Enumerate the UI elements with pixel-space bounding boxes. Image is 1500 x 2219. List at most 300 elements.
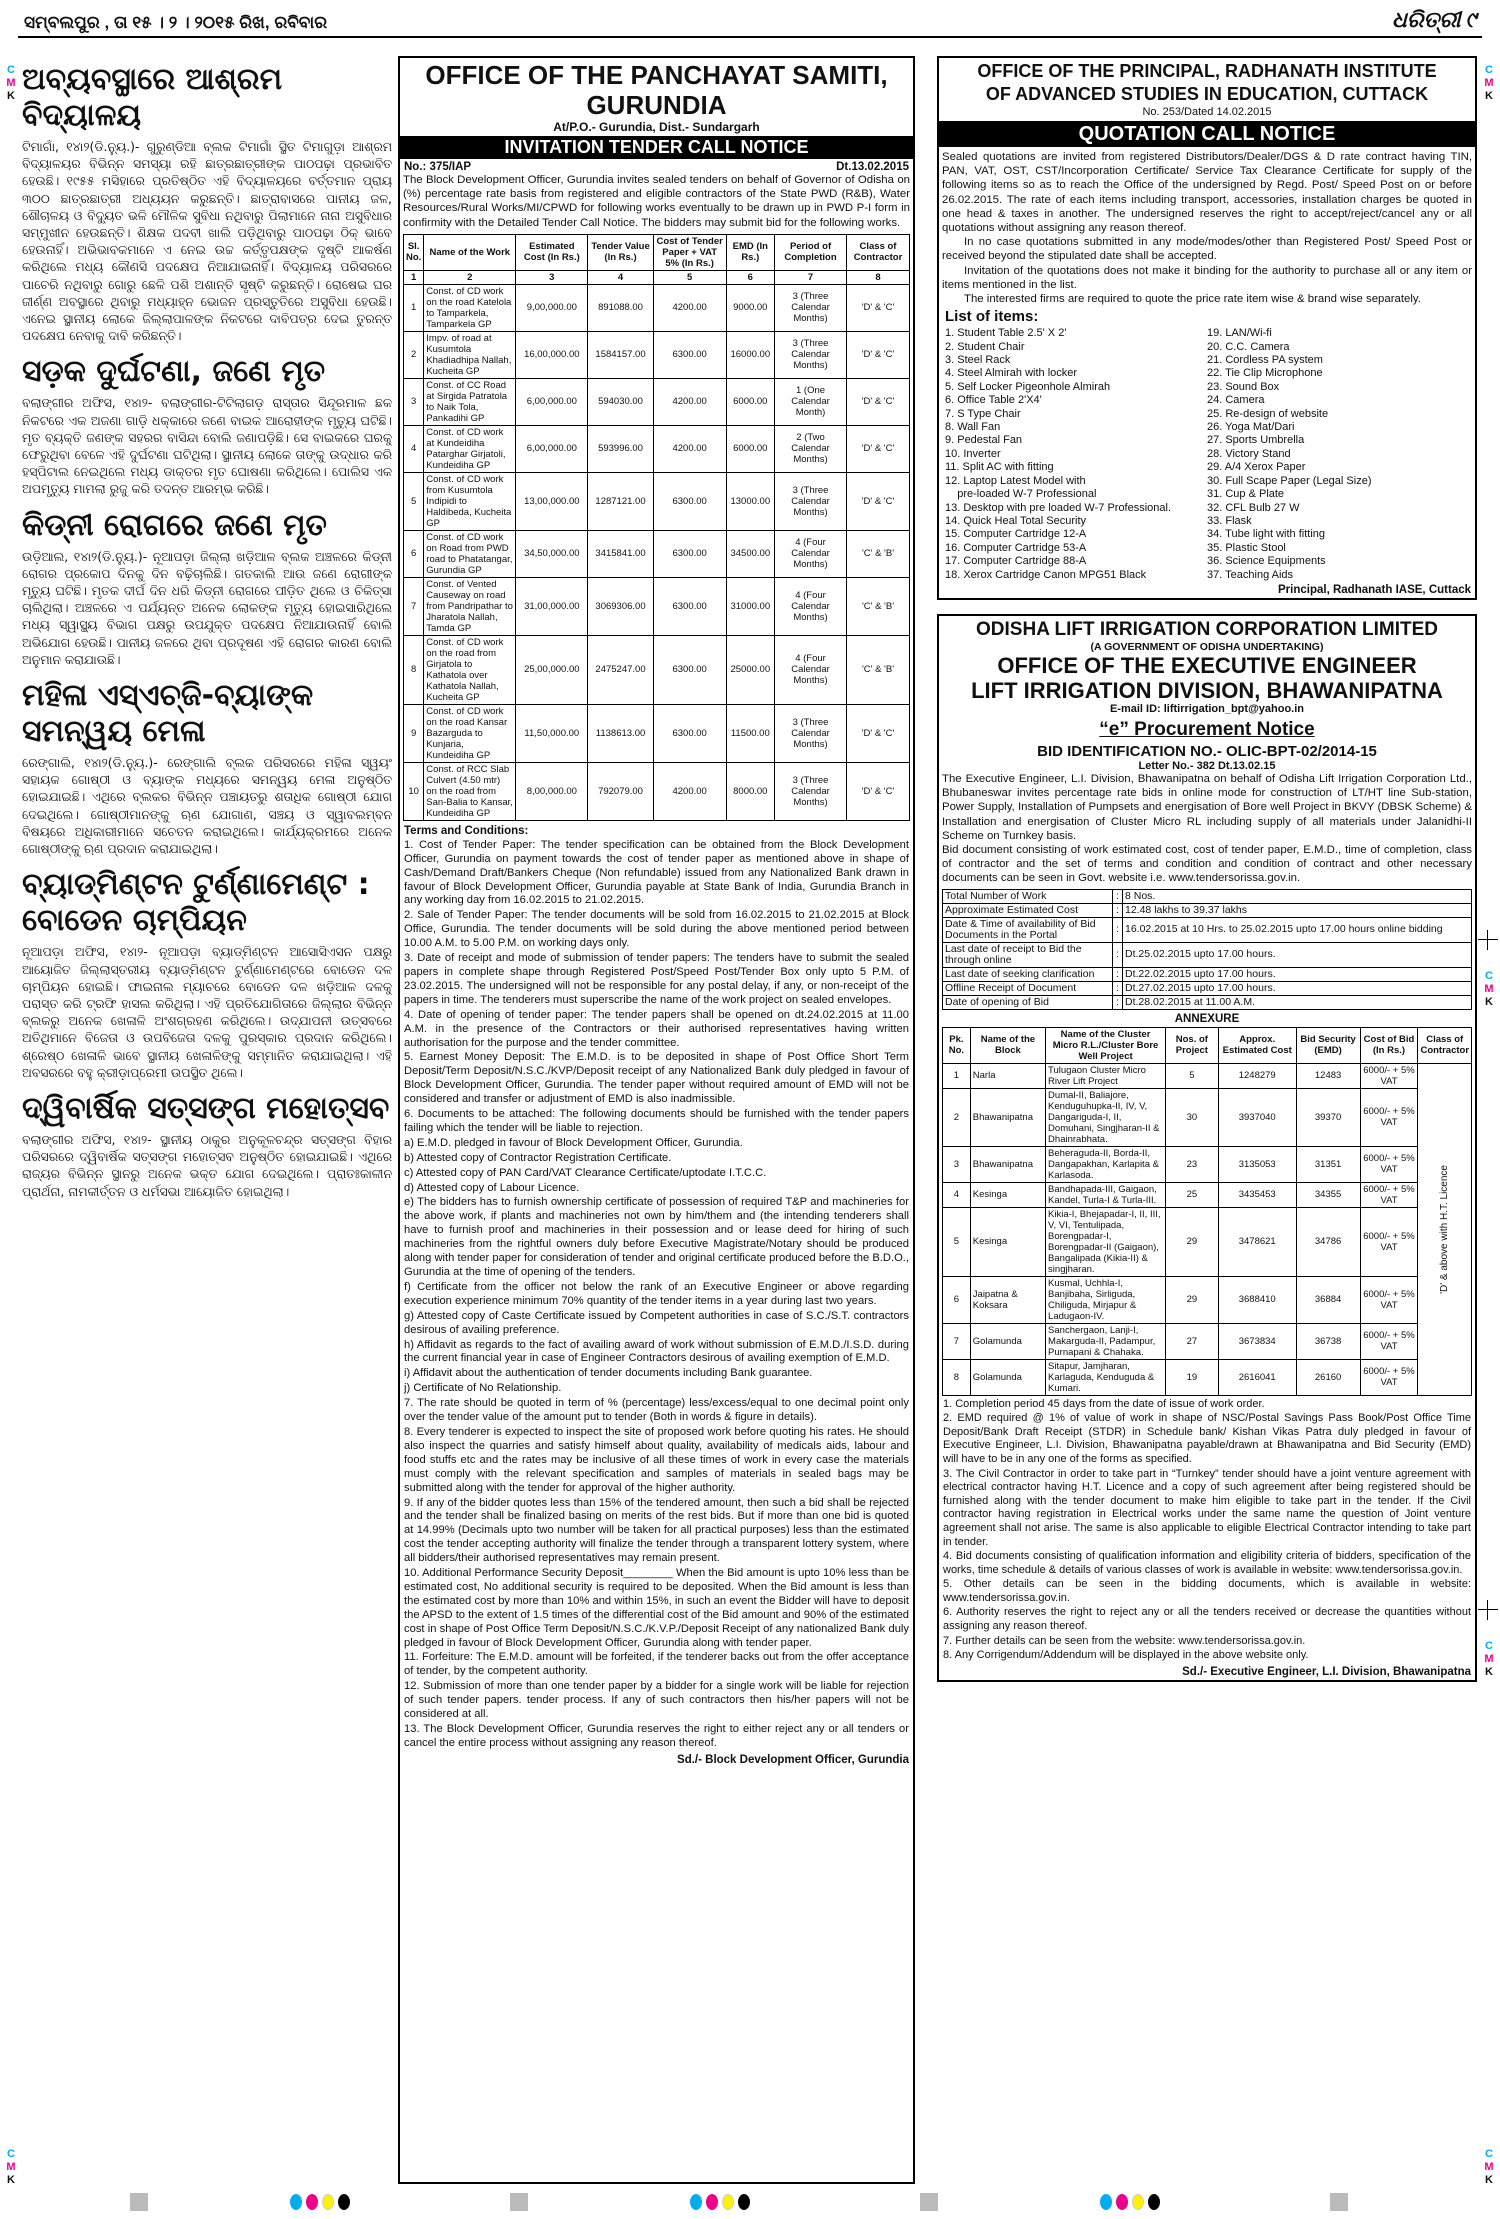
annexure-cell: 3 xyxy=(943,1146,971,1182)
quotation-title-bar: QUOTATION CALL NOTICE xyxy=(939,121,1475,147)
info-cell: Offline Receipt of Document xyxy=(943,981,1113,995)
note-item: 5. Other details can be seen in the bidding documents, which is available in website: www.tendersorissa.gov.in. xyxy=(943,1578,1471,1604)
table-cell: Const. of CD work on the road Katelola to Tamparkela, Tamparkela GP xyxy=(424,284,516,331)
table-row xyxy=(404,425,910,472)
info-row xyxy=(943,917,1472,942)
table-cell: Impv. of road at Kusumtola Khadiadhipa Nallah, Kucheita GP xyxy=(424,331,516,378)
table-cell: Const. of RCC Slab Culvert (4.50 mtr) on the road from San-Balia to Kansar, Kundeidiha GP xyxy=(424,762,516,820)
table-header: Name of the Work xyxy=(424,234,516,270)
annexure-header: Class of Contractor xyxy=(1418,1027,1472,1063)
news-article xyxy=(22,678,392,857)
annexure-cell: 36738 xyxy=(1296,1323,1360,1359)
annexure-cell: 5 xyxy=(943,1207,971,1276)
term-item: g) Attested copy of Caste Certificate issued by Competent authorities in case of S.C./S.T. contractors desirous of availing preference. xyxy=(404,1309,909,1336)
table-cell: 3 (Three Calendar Months) xyxy=(775,331,847,378)
table-cell: 3069306.00 xyxy=(588,577,653,635)
term-item: 8. Every tenderer is expected to inspect the site of proposed work before quoting his rates. He should also inspect the quarries and satisfy himself about quality, availability of medicals aids, labour and food stuffs etc and the rates may be inclusive of all these times of work in every case the materials must comply with the relevant specification and samples of materials in sealed bags may be submitted along with the tender for approval of the higher authority. xyxy=(404,1425,909,1494)
e-procurement-notice xyxy=(937,614,1477,1682)
table-cell: 593996.00 xyxy=(588,425,653,472)
class-vertical-text: 'D' & above with H.T. Licence xyxy=(1439,1164,1451,1294)
panchayat-address: At/P.O.- Gurundia, Dist.- Sundargarh xyxy=(553,120,760,134)
table-cell: 3 xyxy=(404,378,424,425)
item-entry: 14. Quick Heal Total Security xyxy=(945,514,1087,527)
note-item: 2. EMD required @ 1% of value of work in shape of NSC/Postal Savings Pass Book/Post Office Time Deposit/Bank Draft Receipt (STDR) in Schedule bank/ Kishan Vikas Patra duly pledged in favour of Executive Engineer, L.I. Division, Bhawanipatna payable/drawn at Bhawanipatna and Bid Security (EMD) will have to be in any one of the forms as specified. xyxy=(943,1412,1471,1465)
table-cell: 4 (Four Calendar Months) xyxy=(775,530,847,577)
table-row xyxy=(404,378,910,425)
crop-cross-icon xyxy=(1478,1600,1498,1620)
table-cell: 9,00,000.00 xyxy=(516,284,588,331)
annexure-cell: Kesinga xyxy=(970,1207,1045,1276)
annexure-cell: 3435453 xyxy=(1218,1182,1296,1207)
item-entry: 26. Yoga Mat/Dari xyxy=(1207,421,1295,434)
registration-mark-right-top: C M K xyxy=(1484,64,1494,102)
footer-black-dot xyxy=(1148,2194,1160,2210)
annexure-cell: Sanchergaon, Lanji-I, Makarguda-II, Padampur, Purnapani & Chahaka. xyxy=(1046,1323,1166,1359)
item-entry: 1. Student Table 2.5' X 2' xyxy=(945,327,1067,340)
info-cell: Total Number of Work xyxy=(943,889,1113,903)
annexure-cell: 29 xyxy=(1166,1276,1219,1323)
annexure-cell: 12483 xyxy=(1296,1063,1360,1088)
article-body: ଟିମାଗାଁ, ୧୪ା୨(ଡି.ନ୍ୟୁ.)- ଗୁରୁଣ୍ଡିଆ ବ୍ଲକ ଟିମାଗାଁ ସ୍ଥିତ ଟିମାଗୁଡ଼ା ଆଶ୍ରମ ବିଦ୍ୟାଳୟର ବିଭିନ୍ନ ସମସ୍ୟା ରହି ଛାତ୍ରଛାତ୍ରୀଙ୍କ ପାଠପଢ଼ା ପ୍ରଭାବିତ ହେଉଛି। ୧୯୫୫ ମସିହାରେ ପ୍ରତିଷ୍ଠିତ ଏହି ବିଦ୍ୟାଳୟରେ ବର୍ତ୍ତମାନ ପ୍ରାୟ ୩୦୦ ଛାତ୍ରଛାତ୍ରୀ ଅଧ୍ୟୟନ କରୁଛନ୍ତି। ଛାତ୍ରାବାସରେ ପାନୀୟ ଜଳ, ଶୌଚାଳୟ ଓ ବିଦ୍ୟୁତ ଭଳି ମୌଳିକ ସୁବିଧା ନଥିବାରୁ ପିଲାମାନେ ନାନା ଅସୁବିଧାର ସମ୍ମୁଖୀନ ହେଉଛନ୍ତି। ଶିକ୍ଷକ ପଦବୀ ଖାଲି ପଡ଼ିଥିବାରୁ ପାଠପଢ଼ା ଠିକ୍ ଭାବେ ହେଉନାହିଁ। ଅଭିଭାବକମାନେ ଏ ନେଇ ଉଚ୍ଚ କର୍ତ୍ତୃପକ୍ଷଙ୍କ ଦୃଷ୍ଟି ଆକର୍ଷଣ କରିଥିଲେ ମଧ୍ୟ କୌଣସି ପଦକ୍ଷେପ ନିଆଯାଇନାହିଁ। ବିଦ୍ୟାଳୟ ପରିସରରେ ପାଚେରି ନଥିବାରୁ ଗୋରୁ ଛେଳି ପଶି ଅଶାନ୍ତି ସୃଷ୍ଟି କରୁଛନ୍ତି। ରୋଷେଇ ଘର ଜୀର୍ଣ୍ଣ ଅବସ୍ଥାରେ ଥିବାରୁ ମଧ୍ୟାହ୍ନ ଭୋଜନ ପ୍ରସ୍ତୁତିରେ ଅସୁବିଧା ହେଉଛି। ଏନେଇ ସ୍ଥାନୀୟ ଲୋକେ ଜିଲ୍ଲାପାଳଙ୍କ ନିକଟରେ ଦାବିପତ୍ର ଦେଇ ତୁରନ୍ତ ପଦକ୍ଷେପ ନେବାକୁ ଦାବି କରିଛନ୍ତି। xyxy=(22,139,392,344)
executive-engineer-signature: Sd./- Executive Engineer, L.I. Division, Bhawanipatna xyxy=(1182,1665,1471,1678)
signature: Sd./- Block Development Officer, Gurundia xyxy=(677,1753,909,1766)
item-entry: 17. Computer Cartridge 88-A xyxy=(945,555,1087,568)
registration-mark-right-lower: C M K xyxy=(1484,1640,1494,1678)
annexure-row xyxy=(943,1146,1472,1182)
item-entry: 16. Computer Cartridge 53-A xyxy=(945,541,1087,554)
table-header: Period of Completion xyxy=(775,234,847,270)
table-cell: 4200.00 xyxy=(653,378,726,425)
annexure-cell: 27 xyxy=(1166,1323,1219,1359)
table-cell: 'D' & 'C' xyxy=(847,704,910,762)
table-cell: 6000.00 xyxy=(726,378,775,425)
table-cell: 1138613.00 xyxy=(588,704,653,762)
annexure-cell: 3135053 xyxy=(1218,1146,1296,1182)
article-headline: ଦ୍ୱିବାର୍ଷିକ ସତ୍‌ସଙ୍ଗ ମହୋତ୍ସବ xyxy=(22,1090,390,1126)
terms-list xyxy=(400,839,913,1751)
info-cell: Date of opening of Bid xyxy=(943,995,1113,1009)
term-item: 5. Earnest Money Deposit: The E.M.D. is to be deposited in shape of Post Office Short Term Deposit/Term Deposit/N.S.C./KVP/Deposit receipt of any Nationalized Bank duly pledged in favour of Block Development Officer, Gurundia. The tender paper without required amount of EMD will not be considered and transfer or adjustment of EMD is also inadmissible. xyxy=(404,1051,909,1106)
term-item: j) Certificate of No Relationship. xyxy=(404,1382,562,1395)
info-row xyxy=(943,942,1472,967)
principal-signature: Principal, Radhanath IASE, Cuttack xyxy=(1278,583,1471,596)
dateline: ସମ୍ବଲପୁର , ତା ୧୫ । ୨ । ୨୦୧୫ ରିଖ, ରବିବାର xyxy=(24,13,328,32)
office-line-1: OFFICE OF THE EXECUTIVE ENGINEER xyxy=(997,652,1417,678)
annexure-cell: Bhawanipatna xyxy=(970,1146,1045,1182)
item-entry: 7. S Type Chair xyxy=(945,407,1021,420)
annexure-cell: 6000/- + 5% VAT xyxy=(1360,1088,1418,1146)
table-cell: 3 (Three Calendar Months) xyxy=(775,472,847,530)
table-cell: 10 xyxy=(404,762,424,820)
registration-mark-right-bottom: C M K xyxy=(1484,2148,1494,2186)
annexure-cell: Jaipatna & Koksara xyxy=(970,1276,1045,1323)
table-cell: 'D' & 'C' xyxy=(847,425,910,472)
annexure-cell: 25 xyxy=(1166,1182,1219,1207)
annexure-row xyxy=(943,1359,1472,1395)
table-cell: 'C' & 'B' xyxy=(847,635,910,704)
table-header: Estimated Cost (In Rs.) xyxy=(516,234,588,270)
article-body: ଉଡ଼ିଆଲ, ୧୪ା୨(ଡି.ନ୍ୟୁ.)- ନୂଆପଡ଼ା ଜିଲ୍ଲା ଖଡ଼ିଆଳ ବ୍ଲକ ଅଞ୍ଚଳରେ କିଡ୍‌ନୀ ରୋଗର ପ୍ରକୋପ ଦିନକୁ ଦିନ ବଢ଼ିଚାଲିଛି। ଗତକାଲି ଆଉ ଜଣେ ରୋଗୀଙ୍କ ମୃତ୍ୟୁ ଘଟିଛି। ମୃତକ ଦୀର୍ଘ ଦିନ ଧରି କିଡ୍‌ନୀ ରୋଗରେ ପୀଡ଼ିତ ଥିଲେ ଓ ଚିକିତ୍ସା ଚାଲିଥିଲା। ଅଞ୍ଚଳରେ ଏ ପର୍ଯ୍ୟନ୍ତ ଅନେକ ଲୋକଙ୍କ ମୃତ୍ୟୁ ହୋଇସାରିଥିଲେ ମଧ୍ୟ ସ୍ୱାସ୍ଥ୍ୟ ବିଭାଗ ପକ୍ଷରୁ ଉପଯୁକ୍ତ ପଦକ୍ଷେପ ନିଆଯାଉନାହିଁ ବୋଲି ଅଭିଯୋଗ ହେଉଛି। ପାନୀୟ ଜଳରେ ଥିବା ପ୍ରଦୂଷଣ ଏହି ରୋଗର କାରଣ ବୋଲି ଅନୁମାନ କରାଯାଉଛି। xyxy=(22,548,392,667)
article-headline: କିଡ୍‌ନୀ ରୋଗରେ ଜଣେ ମୃତ xyxy=(22,507,327,543)
item-entry: 36. Science Equipments xyxy=(1207,555,1326,568)
annexure-header: Name of the Block xyxy=(970,1027,1045,1063)
footer-yellow-dot xyxy=(722,2194,734,2210)
article-body: ବଲାଙ୍ଗୀର ଅଫିସ, ୧୪ା୨- ସ୍ଥାନୀୟ ଠାକୁର ଅନୁକୂଳଚନ୍ଦ୍ର ସତ୍‌ସଙ୍ଗ ବିହାର ପରିସରରେ ଦ୍ୱିବାର୍ଷିକ ସତ୍‌ସଙ୍ଗ ମହୋତ୍ସବ ଅନୁଷ୍ଠିତ ହୋଇଯାଇଛି। ଏଥିରେ ରାଜ୍ୟର ବିଭିନ୍ନ ସ୍ଥାନରୁ ଅନେକ ଭକ୍ତ ଯୋଗ ଦେଇଥିଲେ। ପ୍ରାତଃକାଳୀନ ପ୍ରାର୍ଥନା, ନାମକୀର୍ତ୍ତନ ଓ ଧର୍ମସଭା ଆୟୋଜିତ ହୋଇଥିଲା। xyxy=(22,1131,392,1199)
annexure-cell: Bandhapada-III, Gaigaon, Kandel, Turla-I & Turla-III. xyxy=(1046,1182,1166,1207)
table-cell: Const. of CD work at Kundeidiha Patarghar Girjatoli, Kundeidiha GP xyxy=(424,425,516,472)
procurement-title: “e” Procurement Notice xyxy=(1099,718,1315,740)
works-table xyxy=(403,234,910,821)
info-cell: Dt.22.02.2015 upto 17.00 hours. xyxy=(1123,967,1472,981)
info-cell: : xyxy=(1113,942,1123,967)
item-entry: 15. Computer Cartridge 12-A xyxy=(945,528,1087,541)
item-entry: 2. Student Chair xyxy=(945,340,1025,353)
reference-number: No. 253/Dated 14.02.2015 xyxy=(1142,106,1272,118)
annexure-row xyxy=(943,1063,1472,1088)
info-cell: Dt.25.02.2015 upto 17.00 hours. xyxy=(1123,942,1472,967)
annexure-header: Approx. Estimated Cost xyxy=(1218,1027,1296,1063)
registration-mark-right-mid: C M K xyxy=(1484,970,1494,1008)
table-header: Tender Value (In Rs.) xyxy=(588,234,653,270)
news-article xyxy=(22,354,392,497)
term-item: h) Affidavit as regards to the fact of availing award of work without submission of E.M.D./I.S.D. during the current financial year in case of Engineer Contractors desirous of availing exemption of E.M.D. xyxy=(404,1338,909,1365)
term-item: 4. Date of opening of tender paper: The tender papers shall be opened on dt.24.02.2015 at 11.00 A.M. in the presence of the Contractors or their authorised representatives having written authorisation for the purpose and the tender committee. xyxy=(404,1008,909,1049)
annexure-row xyxy=(943,1088,1472,1146)
annexure-cell: 31351 xyxy=(1296,1146,1360,1182)
table-cell: 1 (One Calendar Month) xyxy=(775,378,847,425)
info-cell: Dt.28.02.2015 at 11.00 A.M. xyxy=(1123,995,1472,1009)
table-cell: 3 (Three Calendar Months) xyxy=(775,704,847,762)
article-body: ବଲାଙ୍ଗୀର ଅଫିସ, ୧୪ା୨- ବଲାଙ୍ଗୀର-ଟିଟିଲାଗଡ଼ ରାସ୍ତାର ସିନ୍ଦୂରମାଳ ଛକ ନିକଟରେ ଏକ ଅଜଣା ଗାଡ଼ି ଧକ୍କାରେ ଜଣେ ବାଇକ ଆରୋହୀଙ୍କ ମୃତ୍ୟୁ ଘଟିଛି। ମୃତ ବ୍ୟକ୍ତି ଜଣଙ୍କ ସହରର ବାସିନ୍ଦା ବୋଲି ଜଣାପଡ଼ିଛି। ସେ ବାଇକରେ ଘରକୁ ଫେରୁଥିବା ବେଳେ ଏହି ଦୁର୍ଘଟଣା ଘଟିଥିଲା। ସ୍ଥାନୀୟ ଲୋକେ ତାଙ୍କୁ ଉଦ୍ଧାର କରି ହସ୍ପିଟାଲ ନେଇଥିଲେ ମଧ୍ୟ ଡାକ୍ତର ମୃତ ଘୋଷଣା କରିଥିଲେ। ପୋଲିସ ଏକ ଅପମୃତ୍ୟୁ ମାମଲା ରୁଜୁ କରି ତଦନ୍ତ ଆରମ୍ଭ କରିଛି। xyxy=(22,395,392,497)
annexure-cell: 6000/- + 5% VAT xyxy=(1360,1359,1418,1395)
annexure-row xyxy=(943,1323,1472,1359)
table-header: Cost of Tender Paper + VAT 5% (In Rs.) xyxy=(653,234,726,270)
annexure-header: Name of the Cluster Micro R.L./Cluster Bore Well Project xyxy=(1046,1027,1166,1063)
table-cell: 25000.00 xyxy=(726,635,775,704)
annexure-row xyxy=(943,1182,1472,1207)
note-item: 8. Any Corrigendum/Addendum will be displayed in the above website only. xyxy=(943,1649,1309,1662)
email-id: E-mail ID: liftirrigation_bpt@yahoo.in xyxy=(1109,702,1305,715)
term-item: f) Certificate from the officer not below the rank of an Executive Engineer or above regarding execution experience minimum 70% quantity of the tender items in a year during last two years. xyxy=(404,1280,909,1307)
annexure-cell: 36884 xyxy=(1296,1276,1360,1323)
item-entry: 24. Camera xyxy=(1207,394,1265,407)
item-entry: 25. Re-design of website xyxy=(1207,407,1329,420)
term-item: i) Affidavit about the authentication of tender documents including Bank guarantee. xyxy=(404,1367,813,1380)
procurement-body: The Executive Engineer, L.I. Division, Bhawanipatna on behalf of Odisha Lift Irrigation Corporation Ltd., Bhubaneswar invites percentage rate bids in online mode for construction of LT/HT line Sub-station, Power Supply, Installation of Pumpsets and energisation of Bore well Project in BKVY (DBSK Scheme) & Installation and energisation of Cluster Micro RL including supply of all materials under Jalanidhi-II Scheme on Turnkey basis. xyxy=(942,772,1472,842)
footer-black-dot xyxy=(338,2194,350,2210)
annexure-cell: 4 xyxy=(943,1182,971,1207)
table-row xyxy=(404,577,910,635)
panchayat-tender-notice xyxy=(398,56,915,2184)
info-cell: : xyxy=(1113,967,1123,981)
annexure-header: Bid Security (EMD) xyxy=(1296,1027,1360,1063)
note-item: 3. The Civil Contractor in order to take part in “Turnkey” tender should have a joint venture agreement with electrical contractor having H.T. Licence and a copy of such agreement after being registered should be furnished along with the tender document to make him eligible to take part in the tender. If the Civil contractor having registration in Electrical works under the same name the question of Joint venture agreement shall not arise. The same is also applicable to eligible Electrical Contractor intending to take part in tender. xyxy=(943,1467,1471,1548)
annexure-cell: 26160 xyxy=(1296,1359,1360,1395)
table-cell: Const. of CC Road at Sirgida Patratola to Naik Tola, Pankadihi GP xyxy=(424,378,516,425)
annexure-cell: 6000/- + 5% VAT xyxy=(1360,1063,1418,1088)
annexure-cell: 8 xyxy=(943,1359,971,1395)
term-item: 13. The Block Development Officer, Gurundia reserves the right to either reject any or all tenders or cancel the entire process without assigning any reason thereof. xyxy=(404,1723,909,1749)
item-entry: 11. Split AC with fitting xyxy=(945,461,1054,474)
annexure-cell: Dumal-II, Baliajore, Kenduguhupka-II, IV, V, Dangariguda-I, II, Domuhani, Singjharan-II & Dhainrabhata. xyxy=(1046,1088,1166,1146)
item-entry: 4. Steel Almirah with locker xyxy=(945,367,1078,380)
term-item: a) E.M.D. pledged in favour of Block Development Officer, Gurundia. xyxy=(404,1136,743,1149)
info-cell: : xyxy=(1113,917,1123,942)
info-cell: Dt.27.02.2015 upto 17.00 hours. xyxy=(1123,981,1472,995)
article-body: ନୂଆପଡ଼ା ଅଫିସ, ୧୪ା୨- ନୂଆପଡ଼ା ବ୍ୟାଡ୍‌ମିଣ୍ଟନ ଆସୋସିଏସନ ପକ୍ଷରୁ ଆୟୋଜିତ ଜିଲ୍ଲାସ୍ତରୀୟ ବ୍ୟାଡ୍‌ମିଣ୍ଟନ ଟୁର୍ଣ୍ଣାମେଣ୍ଟରେ ବୋଡେନ ଦଳ ଚାମ୍ପିୟନ ହୋଇଛି। ଫାଇନାଲ ମ୍ୟାଚରେ ବୋଡେନ ଦଳ ଖଡ଼ିଆଳ ଦଳକୁ ପରାସ୍ତ କରି ଟ୍ରଫି ହାସଲ କରିଥିଲା। ଏହି ପ୍ରତିଯୋଗିତାରେ ଜିଲ୍ଲାର ବିଭିନ୍ନ ବ୍ଲକରୁ ଅନେକ ଖେଳାଳି ଅଂଶଗ୍ରହଣ କରିଥିଲେ। ଉଦ୍‌ଯାପନୀ ଉତ୍ସବରେ ଅତିଥିମାନେ ବିଜେତା ଓ ଉପବିଜେତା ଦଳକୁ ପୁରସ୍କାର ପ୍ରଦାନ କରିଥିଲେ। ଶ୍ରେଷ୍ଠ ଖେଳାଳି ଭାବେ ସ୍ଥାନୀୟ ଖେଳାଳିଙ୍କୁ ସମ୍ମାନିତ କରାଯାଇଥିଲା। ଏହି ଅବସରରେ ବହୁ କ୍ରୀଡ଼ାପ୍ରେମୀ ଉପସ୍ଥିତ ଥିଲେ। xyxy=(22,944,392,1080)
item-entry: 18. Xerox Cartridge Canon MPG51 Black xyxy=(945,568,1147,581)
news-article xyxy=(22,508,392,668)
annexure-cell: 1 xyxy=(943,1063,971,1088)
annexure-cell: 2 xyxy=(943,1088,971,1146)
column-number: 2 xyxy=(424,270,516,284)
annexure-cell: 6000/- + 5% VAT xyxy=(1360,1207,1418,1276)
column-number: 3 xyxy=(516,270,588,284)
item-entry: 3. Steel Rack xyxy=(945,354,1011,367)
table-cell: 8 xyxy=(404,635,424,704)
news-article xyxy=(22,1091,392,1200)
table-cell: 34,50,000.00 xyxy=(516,530,588,577)
table-cell: 34500.00 xyxy=(726,530,775,577)
odia-news-column xyxy=(22,56,392,2184)
term-item: 11. Forfeiture: The E.M.D. amount will be forfeited, if the tenderer backs out from the offer acceptance of tender, by the competent authority. xyxy=(404,1651,909,1678)
table-cell: 1584157.00 xyxy=(588,331,653,378)
annexure-title: ANNEXURE xyxy=(1174,1012,1240,1025)
table-cell: 9 xyxy=(404,704,424,762)
table-header: Sl. No. xyxy=(404,234,424,270)
footer-gray-patch xyxy=(130,2193,148,2211)
table-cell: 'C' & 'B' xyxy=(847,530,910,577)
table-cell: 9000.00 xyxy=(726,284,775,331)
table-cell: 'D' & 'C' xyxy=(847,284,910,331)
term-item: e) The bidders has to furnish ownership certificate of possession of required T&P and machineries for the above work, if plants and machineries not own by him/them and (the intending tenderers shall have to furnish proof and machineries in their possession and or lease deed for hiring of such machineries from the rightful owners duly before Executive Magistrate/Notary should be produced along with tender paper for consideration of tender and original certificate produced before the B.D.O., Gurundia at the time of opening of the tenders. xyxy=(404,1196,909,1278)
annexure-cell: 34786 xyxy=(1296,1207,1360,1276)
table-cell: 1 xyxy=(404,284,424,331)
annexure-header: Cost of Bid (In Rs.) xyxy=(1360,1027,1418,1063)
annexure-table xyxy=(942,1027,1472,1396)
annexure-header: Nos. of Project xyxy=(1166,1027,1219,1063)
registration-mark-left-bottom: C M K xyxy=(6,2148,16,2186)
annexure-cell: 2616041 xyxy=(1218,1359,1296,1395)
footer-magenta-dot xyxy=(1116,2194,1128,2210)
table-cell: 3415841.00 xyxy=(588,530,653,577)
annexure-cell: Golamunda xyxy=(970,1323,1045,1359)
table-cell: 31000.00 xyxy=(726,577,775,635)
annexure-cell: Kusmal, Uchhla-I, Banjibaha, Sirliguda, Chiliguda, Mirjapur & Ladugaon-IV. xyxy=(1046,1276,1166,1323)
annexure-cell: 6000/- + 5% VAT xyxy=(1360,1323,1418,1359)
table-cell: 'D' & 'C' xyxy=(847,472,910,530)
items-list-title: List of items: xyxy=(945,308,1039,326)
items-list-right xyxy=(1207,327,1469,582)
footer-yellow-dot xyxy=(1132,2194,1144,2210)
table-cell: 4 (Four Calendar Months) xyxy=(775,577,847,635)
item-entry: 33. Flask xyxy=(1207,514,1252,527)
quotation-body: Sealed quotations are invited from registered Distributors/Dealer/DGS & D rate contract having TIN, PAN, VAT, OST, CST/Incorporation Certificate/ Service Tax Clearance Certificate for supply of the following items so as to reach the Office of the undersigned by Regd. Post/ Speed Post on or before 26.02.2015. The rate of each items including transport, accessories, installation charges be quoted in one head & taxes in another. The undersigned reserves the right to accept/reject/cancel any or all quotations without assigning any reason thereof. xyxy=(942,151,1472,235)
annexure-cell: 30 xyxy=(1166,1088,1219,1146)
annexure-row xyxy=(943,1207,1472,1276)
table-cell: 4200.00 xyxy=(653,425,726,472)
annexure-cell: 3688410 xyxy=(1218,1276,1296,1323)
table-cell: 891088.00 xyxy=(588,284,653,331)
article-body: ରେଙ୍ଗାଲି, ୧୪ା୨(ଡି.ନ୍ୟୁ.)- ରେଙ୍ଗାଲି ବ୍ଲକ ପରିସରରେ ମହିଳା ସ୍ୱୟଂ ସହାୟକ ଗୋଷ୍ଠୀ ଓ ବ୍ୟାଙ୍କ ମଧ୍ୟରେ ସମନ୍ୱୟ ମେଳା ଅନୁଷ୍ଠିତ ହୋଇଯାଇଛି। ଏଥିରେ ବ୍ଲକର ବିଭିନ୍ନ ପଞ୍ଚାୟତରୁ ଶତାଧିକ ଗୋଷ୍ଠୀ ଯୋଗ ଦେଇଥିଲେ। ଗୋଷ୍ଠୀମାନଙ୍କୁ ଋଣ ଯୋଗାଣ, ସଞ୍ଚୟ ଓ ସ୍ୱାବଲମ୍ବନ ବିଷୟରେ ଅଧିକାରୀମାନେ ସଚେତନ କରାଇଥିଲେ। କାର୍ଯ୍ୟକ୍ରମରେ ଅନେକ ଗୋଷ୍ଠୀଙ୍କୁ ଋଣ ପ୍ରଦାନ କରାଯାଇଥିଲା। xyxy=(22,755,392,857)
annexure-cell: Sitapur, Jamjharan, Karlaguda, Kenduguda & Kumari. xyxy=(1046,1359,1166,1395)
table-cell: 'D' & 'C' xyxy=(847,762,910,820)
annexure-cell: 6000/- + 5% VAT xyxy=(1360,1182,1418,1207)
item-entry: 9. Pedestal Fan xyxy=(945,434,1023,447)
item-entry: 6. Office Table 2'X4' xyxy=(945,394,1042,407)
annexure-header: Pk. No. xyxy=(943,1027,971,1063)
corporation-subtitle: (A GOVERNMENT OF ODISHA UNDERTAKING) xyxy=(1090,640,1324,653)
table-cell: 4200.00 xyxy=(653,284,726,331)
table-cell: 2475247.00 xyxy=(588,635,653,704)
annexure-cell: Kikia-I, Bhejapadar-I, II, III, V, VI, Tentulipada, Borengpadar-I, Borengpadar-II (Gaigaon), Bangalipada (Kikia-II) & singjharan. xyxy=(1046,1207,1166,1276)
terms-title: Terms and Conditions: xyxy=(404,824,529,837)
annexure-row xyxy=(943,1276,1472,1323)
note-item: 7. Further details can be seen from the website: www.tendersorissa.gov.in. xyxy=(943,1634,1306,1647)
institute-title-line2: OF ADVANCED STUDIES IN EDUCATION, CUTTACK xyxy=(985,84,1429,104)
column-number: 4 xyxy=(588,270,653,284)
quotation-body-2: In no case quotations submitted in any mode/modes/other than Registered Post/ Speed Post or received beyond the stipulated date shall be accepted. xyxy=(942,236,1472,263)
table-header: EMD (In Rs.) xyxy=(726,234,775,270)
annexure-cell: Tulugaon Cluster Micro River Lift Project xyxy=(1046,1063,1166,1088)
term-item: 2. Sale of Tender Paper: The tender documents will be sold from 16.02.2015 to 21.02.2015 at Block Office, Gurundia. The tender documents will be sold during the above mentioned period between 10.00 A.M. to 5.00 P.M. on working days only. xyxy=(404,909,909,950)
table-cell: 11500.00 xyxy=(726,704,775,762)
right-column xyxy=(937,56,1477,2184)
table-row xyxy=(404,704,910,762)
table-cell: 6300.00 xyxy=(653,635,726,704)
item-entry: 30. Full Scape Paper (Legal Size) xyxy=(1207,474,1372,487)
table-cell: 8,00,000.00 xyxy=(516,762,588,820)
term-item: d) Attested copy of Labour Licence. xyxy=(404,1181,580,1194)
page-number: ୯ xyxy=(1465,7,1476,32)
term-item: 3. Date of receipt and mode of submission of tender papers: The tenders have to submit the sealed papers in complete shape through Registered Post/Speed Post/Tender Box only upto 5 P.M. of 23.02.2015. The undersigned will not be responsible for any postal delay, if any, or non-receipt of the papers in time. The tenderers must superscribe the name of the work project on sealed envelopes. xyxy=(404,952,909,1006)
table-cell: Const. of CD work on Road from PWD road to Phatatangar, Gurundia GP xyxy=(424,530,516,577)
footer-cyan-dot xyxy=(1100,2194,1112,2210)
table-cell: 6300.00 xyxy=(653,472,726,530)
table-cell: 6300.00 xyxy=(653,577,726,635)
annexure-cell: 3937040 xyxy=(1218,1088,1296,1146)
class-of-contractor-cell xyxy=(1418,1063,1472,1395)
item-entry: 35. Plastic Stool xyxy=(1207,541,1286,554)
table-cell: 2 xyxy=(404,331,424,378)
column-number: 5 xyxy=(653,270,726,284)
item-entry: 12. Laptop Latest Model with xyxy=(945,474,1086,487)
table-row xyxy=(404,762,910,820)
notice-number: No.: 375/IAP xyxy=(404,161,472,173)
footer-cyan-dot xyxy=(290,2194,302,2210)
table-row xyxy=(404,472,910,530)
table-cell: 31,00,000.00 xyxy=(516,577,588,635)
article-headline: ଅବ୍ୟବସ୍ଥାରେ ଆଶ୍ରମ ବିଦ୍ୟାଳୟ xyxy=(22,62,283,133)
annexure-cell: 7 xyxy=(943,1323,971,1359)
info-cell: : xyxy=(1113,903,1123,917)
annexure-cell: 6 xyxy=(943,1276,971,1323)
bid-identification: BID IDENTIFICATION NO.- OLIC-BPT-02/2014-15 xyxy=(1037,742,1377,760)
table-cell: 4 xyxy=(404,425,424,472)
table-cell: 5 xyxy=(404,472,424,530)
procurement-body-2: Bid document consisting of work estimated cost, cost of tender paper, E.M.D., time of completion, class of contractor and the set of terms and condition and condition of contract and other necessary documents can be seen in Govt. website i.e. www.tendersorissa.gov.in. xyxy=(942,843,1472,885)
item-entry: 10. Inverter xyxy=(945,447,1001,460)
footer-gray-patch xyxy=(1330,2193,1348,2211)
article-headline: ମହିଳା ଏସ୍‌ଏଚ୍‌ଜି-ବ୍ୟାଙ୍କ ସମନ୍ୱୟ ମେଳା xyxy=(22,678,314,750)
annexure-cell: 3673834 xyxy=(1218,1323,1296,1359)
table-row xyxy=(404,530,910,577)
news-article xyxy=(22,867,392,1081)
table-row xyxy=(404,331,910,378)
info-cell: Last date of seeking clarification xyxy=(943,967,1113,981)
table-cell: 6,00,000.00 xyxy=(516,425,588,472)
bid-info-table xyxy=(942,889,1472,1010)
item-entry: 8. Wall Fan xyxy=(945,421,1001,434)
table-header: Class of Contractor xyxy=(847,234,910,270)
item-entry: 32. CFL Bulb 27 W xyxy=(1207,501,1300,514)
footer-gray-patch xyxy=(510,2193,528,2211)
info-cell: : xyxy=(1113,889,1123,903)
table-cell: 6000.00 xyxy=(726,425,775,472)
footer-yellow-dot xyxy=(322,2194,334,2210)
article-headline: ବ୍ୟାଡ୍‌ମିଣ୍ଟନ ଟୁର୍ଣ୍ଣାମେଣ୍ଟ : ବୋଡେନ ଚାମ୍ପିୟନ xyxy=(22,867,370,939)
procurement-notes xyxy=(939,1398,1475,1663)
letter-number: Letter No.- 382 Dt.13.02.15 xyxy=(1138,759,1276,772)
info-row xyxy=(943,981,1472,995)
info-cell: Last date of receipt to Bid the through online xyxy=(943,942,1113,967)
paper-name: ଧରିତ୍ରୀ xyxy=(1391,7,1461,32)
info-cell: Date & Time of availability of Bid Documents in the Portal xyxy=(943,917,1113,942)
table-row xyxy=(404,284,910,331)
info-row xyxy=(943,967,1472,981)
item-entry: 19. LAN/Wi-fi xyxy=(1207,327,1272,340)
term-item: c) Attested copy of PAN Card/VAT Clearance Certificate/uptodate I.T.C.C. xyxy=(404,1166,767,1179)
term-item: 12. Submission of more than one tender paper by a bidder for a single work will be liable for rejection of such tender papers. tender process. If any of such contractors then his/her papers will not be considered at all. xyxy=(404,1680,909,1721)
item-entry: 20. C.C. Camera xyxy=(1207,340,1290,353)
annexure-cell: Bhawanipatna xyxy=(970,1088,1045,1146)
annexure-cell: 34355 xyxy=(1296,1182,1360,1207)
office-line-2: LIFT IRRIGATION DIVISION, BHAWANIPATNA xyxy=(971,677,1443,703)
quotation-body-4: The interested firms are required to quote the price rate item wise & brand wise separately. xyxy=(964,293,1421,306)
info-cell: : xyxy=(1113,981,1123,995)
items-list-left xyxy=(945,327,1207,582)
item-entry: 28. Victory Stand xyxy=(1207,447,1291,460)
annexure-cell: 23 xyxy=(1166,1146,1219,1182)
term-item: 6. Documents to be attached: The following documents should be furnished with the tender papers failing which the tender will be liable to rejection. xyxy=(404,1108,909,1134)
item-entry: 23. Sound Box xyxy=(1207,380,1280,393)
table-cell: 13000.00 xyxy=(726,472,775,530)
item-entry: 34. Tube light with fitting xyxy=(1207,528,1326,541)
annexure-cell: 3478621 xyxy=(1218,1207,1296,1276)
note-item: 4. Bid documents consisting of qualification information and eligibility criteria of bidders, specification of the works, time schedule & details of various classes of work is available in website: www.tendersorissa.gov.in. xyxy=(943,1550,1471,1576)
registration-mark-left-top: C M K xyxy=(6,64,16,102)
footer-black-dot xyxy=(738,2194,750,2210)
info-cell: 16.02.2015 at 10 Hrs. to 25.02.2015 upto 17.00 hours online bidding xyxy=(1123,917,1472,942)
info-row xyxy=(943,995,1472,1009)
table-cell: 'D' & 'C' xyxy=(847,331,910,378)
column-number: 1 xyxy=(404,270,424,284)
table-cell: Const. of CD work on the road from Girjatola to Kathatola over Kathatola Nallah, Kucheita GP xyxy=(424,635,516,704)
table-cell: 'D' & 'C' xyxy=(847,378,910,425)
table-cell: 4200.00 xyxy=(653,762,726,820)
item-entry: 29. A/4 Xerox Paper xyxy=(1207,461,1306,474)
annexure-cell: 6000/- + 5% VAT xyxy=(1360,1276,1418,1323)
item-entry: 31. Cup & Plate xyxy=(1207,488,1285,501)
column-number: 7 xyxy=(775,270,847,284)
column-number: 6 xyxy=(726,270,775,284)
table-cell: 1287121.00 xyxy=(588,472,653,530)
item-entry: 13. Desktop with pre loaded W-7 Professional. xyxy=(945,501,1172,514)
table-cell: 7 xyxy=(404,577,424,635)
item-entry: pre-loaded W-7 Professional xyxy=(945,488,1097,501)
table-cell: 594030.00 xyxy=(588,378,653,425)
table-cell: 25,00,000.00 xyxy=(516,635,588,704)
